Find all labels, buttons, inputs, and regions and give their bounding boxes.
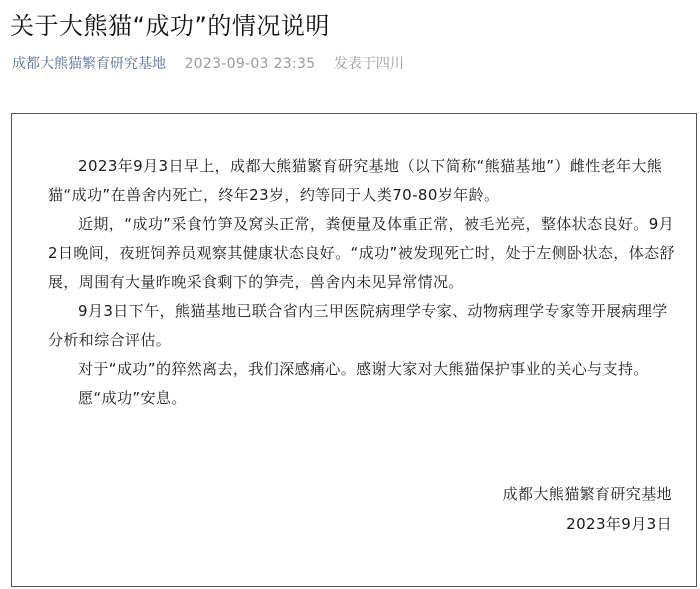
notice-paragraph: 近期，“成功”采食竹笋及窝头正常，粪便量及体重正常，被毛光亮，整体状态良好。9月2日晚间，夜班饲养员观察其健康状态良好。“成功”被发现死亡时，处于左侧卧状态，体态舒展，周围有大量昨晚采食剩下的笋壳，兽舍内未见异常情况。: [48, 215, 675, 291]
account-name-link[interactable]: 成都大熊猫繁育研究基地: [12, 56, 166, 72]
notice-body: [48, 152, 680, 413]
notice-date: 2023年9月3日: [566, 515, 672, 533]
article-meta: [12, 53, 404, 73]
publish-location: 发表于四川: [333, 56, 404, 72]
notice-image: [11, 113, 697, 587]
publish-time: 2023-09-03 23:35: [184, 56, 316, 72]
notice-paragraph: 9月3日下午，熊猫基地已联合省内三甲医院病理学专家、动物病理学专家等开展病理学分析和综合评估。: [48, 302, 668, 349]
notice-signature: 成都大熊猫繁育研究基地: [502, 485, 672, 503]
notice-signature-block: [503, 479, 672, 539]
notice-paragraph: 对于“成功”的猝然离去，我们深感痛心。感谢大家对大熊猫保护事业的关心与支持。: [78, 360, 649, 378]
notice-paragraph: 2023年9月3日早上，成都大熊猫繁育研究基地（以下简称“熊猫基地”）雌性老年大熊猫“成功”在兽舍内死亡，终年23岁，约等同于人类70-80岁年龄。: [48, 157, 663, 204]
notice-paragraph: 愿“成功”安息。: [78, 389, 187, 407]
article-title: 关于大熊猫“成功”的情况说明: [10, 12, 330, 40]
